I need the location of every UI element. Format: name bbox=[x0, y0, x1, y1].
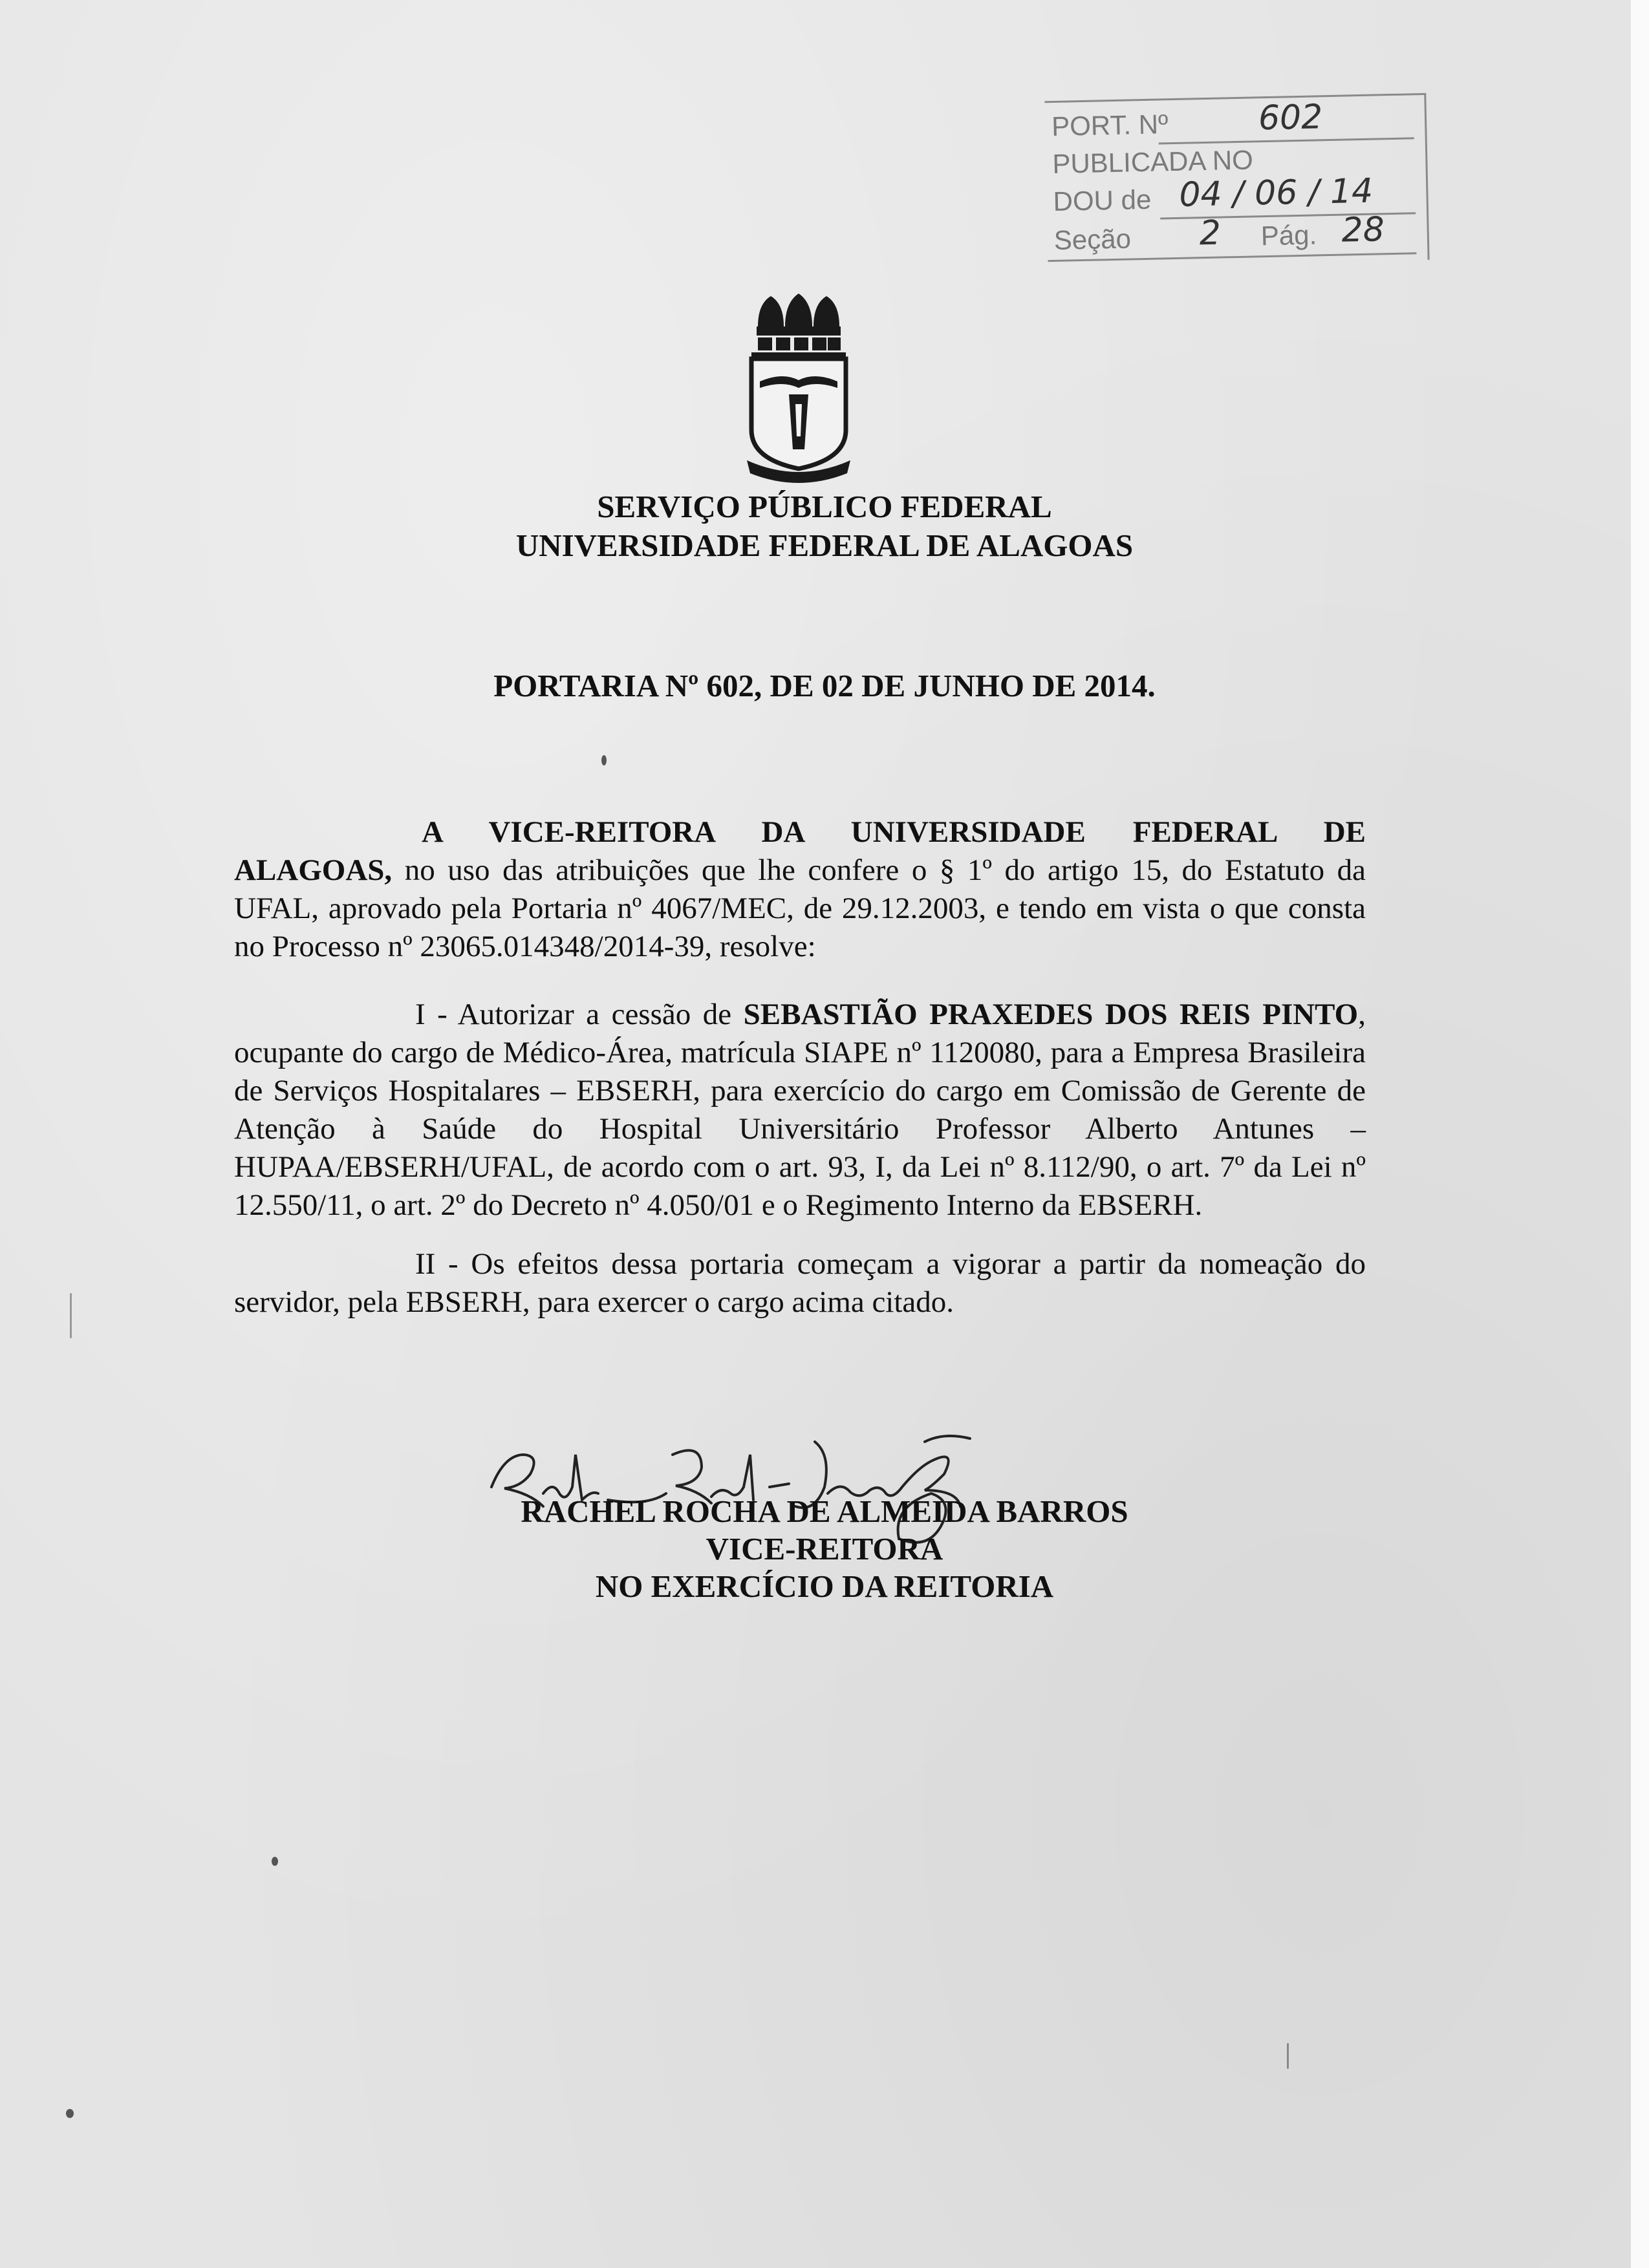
header-line-1: SERVIÇO PÚBLICO FEDERAL bbox=[597, 489, 1052, 524]
item-2-paragraph bbox=[234, 1245, 1366, 1321]
stamp-secao-label: Seção bbox=[1053, 223, 1132, 255]
stamp-pag-label: Pág. bbox=[1260, 219, 1317, 251]
stamp-dou-value: 04 / 06 / 14 bbox=[1178, 171, 1374, 215]
university-crest-icon bbox=[744, 291, 854, 485]
item-1-paragraph bbox=[234, 996, 1366, 1225]
signatory-role: VICE-REITORA bbox=[706, 1531, 943, 1567]
scan-speck bbox=[1287, 2043, 1289, 2069]
intro-bold-2: ALAGOAS, bbox=[234, 853, 393, 887]
header-line-2: UNIVERSIDADE FEDERAL DE ALAGOAS bbox=[515, 528, 1134, 563]
intro-bold-1: A VICE-REITORA DA UNIVERSIDADE FEDERAL DE bbox=[422, 815, 1366, 849]
scan-speck bbox=[272, 1857, 278, 1866]
stamp-publicada-label: PUBLICADA NO bbox=[1051, 144, 1254, 179]
document-title: PORTARIA Nº 602, DE 02 DE JUNHO DE 2014. bbox=[493, 668, 1156, 703]
item1-rest: , ocupante do cargo de Médico-Área, matrícula SIAPE nº 1120080, para a Empresa Brasileira de Serviços Hospitalares – EBSERH, para exercício do cargo em Comissão de Gerente de Atenção à Saúde do Hospital Universitário Professor Alberto Antunes – HUPAA/EBSERH/UFAL, de acordo com o art. 93, I, da Lei nº 8.112/90, o art. 7º da Lei nº 12.550/11, o art. 2º do Decreto nº 4.050/01 e o Regimento Interno da EBSERH. bbox=[234, 998, 1366, 1222]
stamp-pag-value: 28 bbox=[1341, 210, 1385, 250]
publication-stamp bbox=[1044, 93, 1429, 268]
stamp-secao-value: 2 bbox=[1199, 213, 1222, 253]
stamp-port-label: PORT. Nº bbox=[1051, 109, 1169, 142]
stamp-port-value: 602 bbox=[1258, 98, 1323, 138]
item1-name: SEBASTIÃO PRAXEDES DOS REIS PINTO bbox=[743, 998, 1359, 1031]
signatory-role-2: NO EXERCÍCIO DA REITORIA bbox=[595, 1568, 1054, 1604]
intro-rest: no uso das atribuições que lhe confere o § 1º do artigo 15, do Estatuto da UFAL, aprovado pela Portaria nº 4067/MEC, de 29.12.2003, e tendo em vista o que consta no Processo nº 23065.014348/2014-39, resolve: bbox=[234, 853, 1366, 963]
intro-paragraph bbox=[234, 813, 1366, 966]
stamp-dou-label: DOU de bbox=[1053, 184, 1152, 217]
item2-text: II - Os efeitos dessa portaria começam a vigorar a partir da nomeação do servidor, pela EBSERH, para exercer o cargo acima citado. bbox=[234, 1247, 1366, 1319]
scan-speck bbox=[66, 2109, 74, 2118]
item1-lead: I - Autorizar a cessão de bbox=[415, 998, 744, 1031]
scan-edge bbox=[1631, 0, 1649, 2268]
signatory-name: RACHEL ROCHA DE ALMEIDA BARROS bbox=[521, 1493, 1128, 1529]
scan-speck bbox=[601, 755, 607, 765]
scan-speck bbox=[70, 1293, 72, 1338]
